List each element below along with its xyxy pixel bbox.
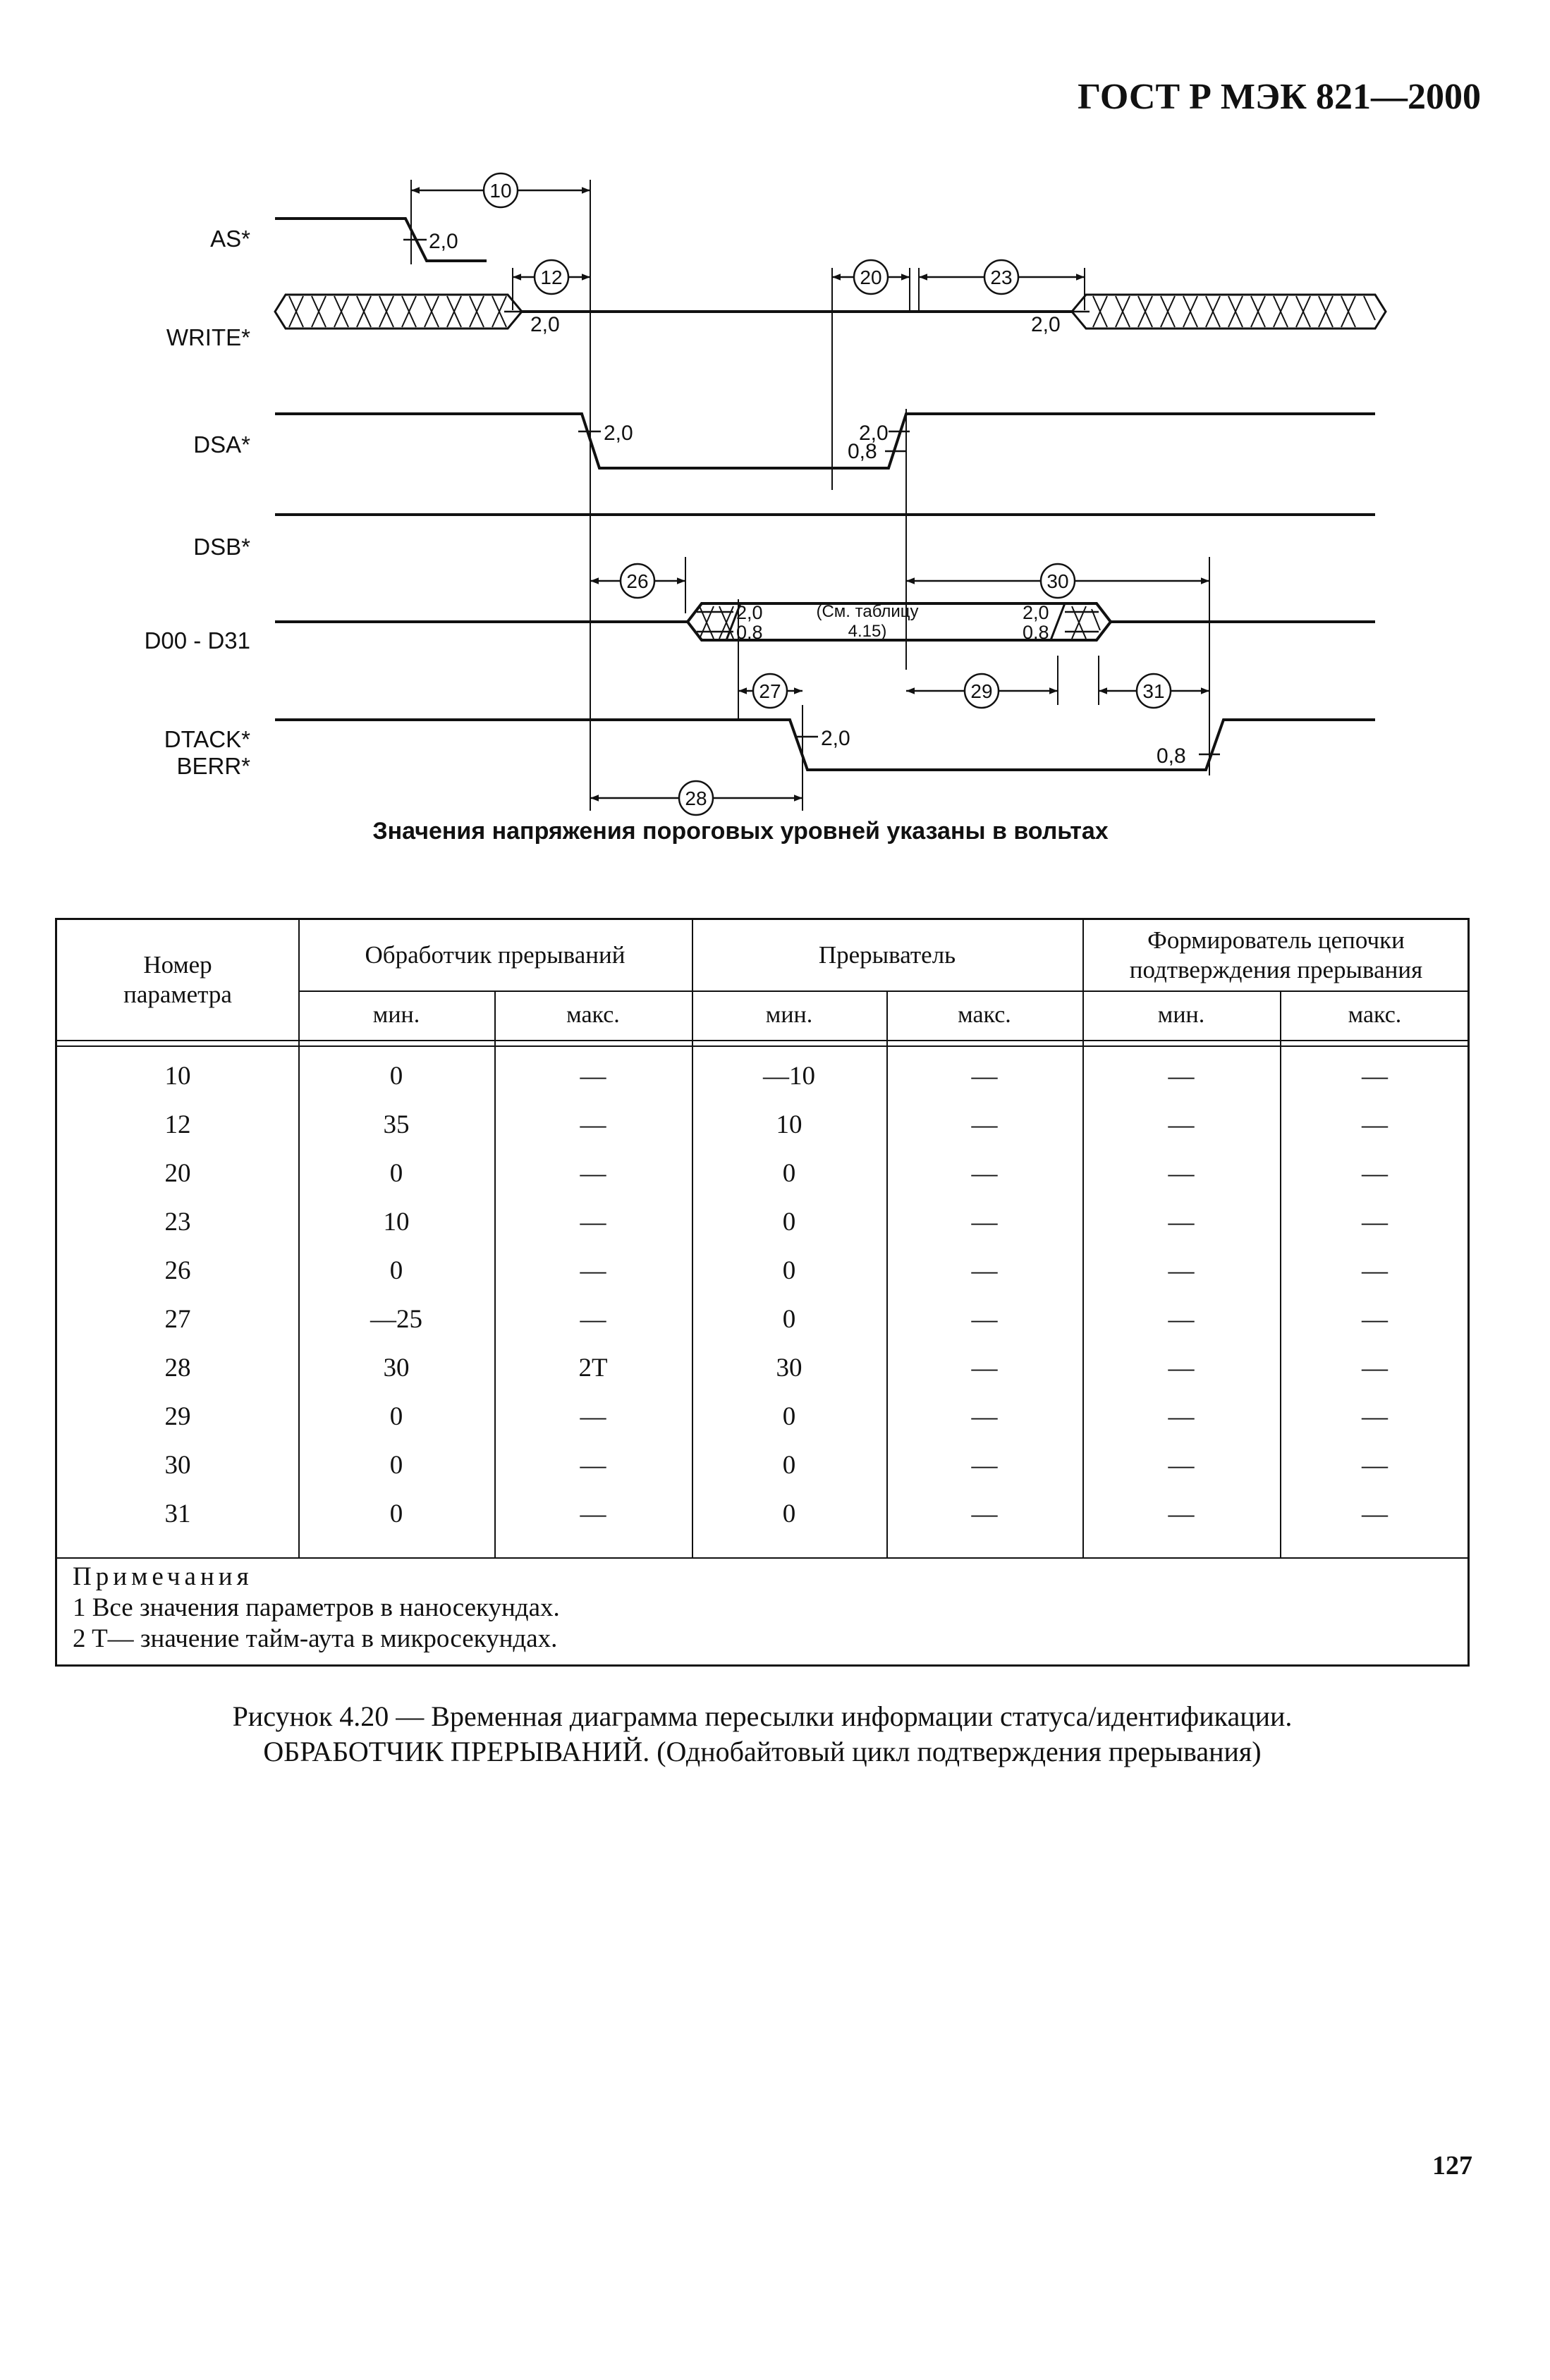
write-hatch-right (1093, 296, 1375, 327)
table-cell: 0 (389, 1401, 403, 1431)
notes-title: Примечания (73, 1562, 253, 1591)
table-cell: — (580, 1499, 606, 1528)
table-cell: —25 (370, 1304, 422, 1334)
level-label-data-right-high: 2,0 (1023, 602, 1049, 623)
table-cell: — (1168, 1499, 1195, 1528)
table-cell: 0 (782, 1450, 796, 1480)
param-number-12: 12 (540, 266, 563, 288)
header-daisy-chain-driver (1082, 920, 1470, 990)
table-cell: — (971, 1061, 998, 1091)
header-param-number (57, 920, 298, 1040)
dsa-waveform (275, 414, 1375, 468)
signal-label-dsb: DSB* (193, 534, 250, 560)
header-daisy-line2: подтверждения прерывания (1129, 956, 1423, 983)
level-label-dsa-rise-low: 0,8 (848, 440, 877, 463)
table-cell: —10 (763, 1061, 815, 1091)
data-bus-note-line1: (См. таблицу (816, 602, 919, 621)
level-label-write-left: 2,0 (530, 313, 560, 336)
param-number-20: 20 (860, 266, 882, 288)
table-cell: 0 (782, 1401, 796, 1431)
timing-diagram (127, 162, 1396, 881)
table-cell-param: 29 (164, 1401, 191, 1431)
table-cell: — (580, 1207, 606, 1237)
table-cell: — (1362, 1207, 1388, 1237)
parameter-table (55, 918, 1470, 1667)
level-label-write-right: 2,0 (1031, 313, 1061, 336)
signal-label-as: AS* (210, 226, 250, 252)
table-cell: — (971, 1499, 998, 1528)
table-cell: 0 (782, 1256, 796, 1285)
table-cell: — (1168, 1450, 1195, 1480)
table-cell: — (1168, 1207, 1195, 1237)
table-cell-param: 31 (164, 1499, 191, 1528)
level-label-dsa-rise-high: 2,0 (859, 422, 889, 445)
level-label-dtack: 2,0 (821, 727, 850, 750)
table-cell: 10 (383, 1207, 410, 1237)
param-number-29: 29 (970, 680, 993, 702)
write-undefined-right (1072, 295, 1386, 329)
figure-caption-line1: Рисунок 4.20 — Временная диаграмма пересылки информации статуса/идентификации. (232, 1700, 1293, 1732)
table-cell: — (1168, 1158, 1195, 1188)
table-notes (73, 1562, 560, 1655)
subheader-min: мин. (372, 1002, 420, 1028)
table-cell: — (580, 1401, 606, 1431)
level-label-dsa-fall: 2,0 (604, 422, 633, 445)
table-cell: 0 (389, 1061, 403, 1091)
table-cell-param: 23 (164, 1207, 191, 1237)
table-cell-param: 12 (164, 1110, 191, 1139)
param-number-23: 23 (990, 266, 1013, 288)
level-tick-data-left (697, 612, 733, 632)
signal-label-dtack: DTACK* (164, 726, 250, 752)
signal-label-dsa: DSA* (193, 431, 250, 458)
table-cell-param: 20 (164, 1158, 191, 1188)
table-cell: — (971, 1207, 998, 1237)
header-interrupter: Прерыватель (818, 941, 956, 969)
header-daisy-line1: Формирователь цепочки (1147, 926, 1405, 954)
table-cell: — (580, 1110, 606, 1139)
table-cell: 0 (782, 1158, 796, 1188)
figure-caption-line2: ОБРАБОТЧИК ПРЕРЫВАНИЙ. (Однобайтовый цикл подтверждения прерывания) (263, 1736, 1262, 1767)
table-cell: — (1362, 1401, 1388, 1431)
param-number-31: 31 (1142, 680, 1165, 702)
table-cell-param: 10 (164, 1061, 191, 1091)
subheader-max: макс. (1348, 1002, 1402, 1028)
param-number-28: 28 (685, 787, 707, 809)
header-param-line1: Номер (143, 951, 212, 979)
table-cell: — (1362, 1061, 1388, 1091)
data-bus-undefined-right (1051, 603, 1111, 640)
page-number: 127 (1432, 2151, 1472, 2180)
table-cell: — (971, 1401, 998, 1431)
table-divider (57, 1557, 1470, 1559)
table-cell: — (580, 1304, 606, 1334)
figure-caption (55, 1699, 1470, 1769)
table-cell-param: 26 (164, 1256, 191, 1285)
table-cell: — (971, 1304, 998, 1334)
signal-label-berr: BERR* (176, 753, 250, 779)
table-cell: 0 (782, 1499, 796, 1528)
table-cell: — (971, 1158, 998, 1188)
level-label-data-right-low: 0,8 (1023, 622, 1049, 643)
signal-label-data-bus: D00 - D31 (144, 627, 250, 654)
table-cell: — (1168, 1256, 1195, 1285)
table-cell: 0 (389, 1256, 403, 1285)
data-bus-note-line2: 4.15) (848, 622, 887, 641)
table-cell: — (580, 1061, 606, 1091)
level-label-as: 2,0 (429, 230, 458, 253)
param-number-30: 30 (1046, 570, 1069, 592)
table-cell: — (1362, 1110, 1388, 1139)
table-cell: 30 (776, 1353, 803, 1382)
diagram-caption: Значения напряжения пороговых уровней указаны в вольтах (372, 818, 1109, 845)
subheader-min: мин. (1157, 1002, 1205, 1028)
table-cell: — (580, 1158, 606, 1188)
signal-label-write: WRITE* (166, 324, 250, 350)
table-cell: 0 (389, 1450, 403, 1480)
table-cell: — (580, 1450, 606, 1480)
level-label-berr: 0,8 (1157, 744, 1186, 768)
table-cell: — (1168, 1110, 1195, 1139)
table-cell: — (971, 1353, 998, 1382)
table-cell: — (1362, 1158, 1388, 1188)
table-cell: 0 (389, 1158, 403, 1188)
table-cell: — (1168, 1061, 1195, 1091)
table-divider (57, 1045, 1470, 1047)
level-label-data-left-high: 2,0 (736, 602, 763, 623)
table-cell: 0 (782, 1207, 796, 1237)
table-cell: — (1168, 1401, 1195, 1431)
table-cell: — (971, 1450, 998, 1480)
note-item: 2 T— значение тайм-аута в микросекундах. (73, 1624, 558, 1653)
header-interrupt-handler: Обработчик прерываний (365, 941, 626, 969)
write-undefined-left (275, 295, 522, 329)
table-cell-param: 28 (164, 1353, 191, 1382)
table-cell: — (1362, 1450, 1388, 1480)
table-cell: 30 (383, 1353, 410, 1382)
table-cell: 0 (389, 1499, 403, 1528)
param-number-27: 27 (759, 680, 781, 702)
table-cell: 0 (782, 1304, 796, 1334)
table-cell: — (1362, 1304, 1388, 1334)
table-cell: 10 (776, 1110, 803, 1139)
table-cell: — (971, 1110, 998, 1139)
subheader-max: макс. (958, 1002, 1011, 1028)
table-cell: 2T (578, 1353, 608, 1382)
document-header: ГОСТ Р МЭК 821—2000 (1078, 77, 1481, 117)
table-cell: — (1168, 1304, 1195, 1334)
table-cell-param: 30 (164, 1450, 191, 1480)
table-cell-param: 27 (164, 1304, 191, 1334)
header-param-line2: параметра (123, 981, 232, 1008)
table-cell: — (1362, 1256, 1388, 1285)
write-hatch-left (289, 296, 506, 327)
table-cell: — (971, 1256, 998, 1285)
table-cell: — (580, 1256, 606, 1285)
subheader-min: мин. (765, 1002, 813, 1028)
table-cell: — (1362, 1353, 1388, 1382)
param-number-26: 26 (626, 570, 649, 592)
subheader-max: макс. (566, 1002, 620, 1028)
table-cell: — (1362, 1499, 1388, 1528)
table-divider (57, 1040, 1470, 1041)
table-cell: — (1168, 1353, 1195, 1382)
note-item: 1 Все значения параметров в наносекундах. (73, 1593, 560, 1622)
param-number-10: 10 (489, 180, 512, 202)
table-cell: 35 (383, 1110, 410, 1139)
level-label-data-left-low: 0,8 (736, 622, 763, 643)
